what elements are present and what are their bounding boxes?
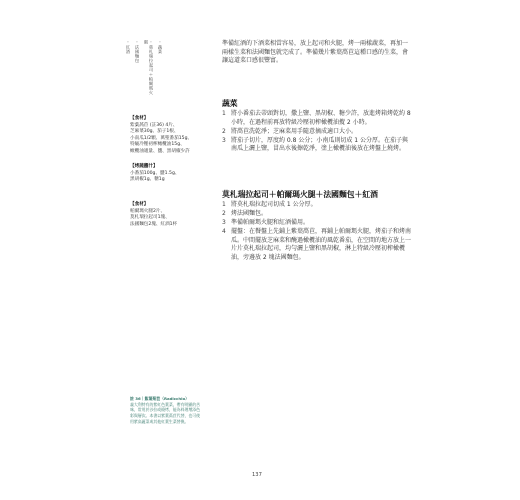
step-number: 3 bbox=[222, 136, 226, 144]
step-text: 將茄子切片，厚度約 0.8 公分；小南瓜則切成 1 公分厚。在茄子與南瓜上灑上鹽，冒出水後擦乾淨，塗上橄欖油後放在烤盤上燒烤。 bbox=[231, 136, 408, 153]
step bbox=[222, 128, 412, 137]
ingredient-line: 橄欖油適量、鹽、黑胡椒少許 bbox=[130, 148, 190, 154]
serving-list bbox=[126, 40, 163, 96]
step bbox=[222, 201, 412, 210]
serving-item: ・蔬菜 bbox=[158, 40, 163, 54]
step bbox=[222, 210, 412, 219]
step bbox=[222, 228, 412, 262]
steps-vegetables bbox=[222, 110, 412, 154]
footnote-title: 註 36｜紫葉菊苣（Radicchio） bbox=[130, 396, 190, 401]
ingredients-block-sauce bbox=[130, 164, 179, 184]
section-title-vegetables: 蔬菜 bbox=[222, 99, 238, 108]
ingredient-line: 小南瓜1/2顆、萬聖番茄15g、 bbox=[130, 135, 193, 141]
step bbox=[222, 137, 412, 154]
serving-item: ・莫札瑞拉起司＋帕爾瑪火腿 bbox=[144, 40, 154, 96]
ingredient-line: 黑胡椒1g、糖1g bbox=[130, 177, 165, 183]
ingredient-line: 莫札瑞拉起司1塊、 bbox=[130, 215, 170, 221]
page-number: 137 bbox=[252, 472, 262, 478]
step-text: 準備帕爾瑪火腿和紅酒備用。 bbox=[231, 219, 310, 227]
section-title-platter: 莫札瑞拉起司＋帕爾瑪火腿＋法國麵包＋紅酒 bbox=[222, 190, 378, 199]
footnote-body: 義大利特有的紫紅色葉菜，帶有明顯的苦味，常用於沙拉或燒烤，能為料理增添色彩與層次。本書以紫葉萵苣代替，也可使用紫高麗菜或其他紅葉生菜替換。 bbox=[130, 401, 201, 424]
serving-item: ・紅酒 bbox=[126, 40, 131, 54]
ingredients-block-vegetables bbox=[130, 116, 192, 156]
ingredient-line: 紫葉萵苣 (註36) 4片、 bbox=[130, 122, 178, 128]
ingredients-block-platter bbox=[130, 202, 177, 228]
step-text: 將小番茄去蒂頭對切，撒上鹽、黑胡椒、糖少許，放進烤箱烤乾約 8 小時，在過程前再放特級冷壓初榨橄欖油攪 2 小時。 bbox=[231, 110, 411, 126]
step-number: 4 bbox=[222, 228, 226, 236]
step bbox=[222, 110, 412, 127]
ingredients-heading: 【食材】 bbox=[130, 116, 149, 121]
ingredient-line: 法國麵包2塊、紅酒1杯 bbox=[130, 221, 178, 227]
step bbox=[222, 219, 412, 228]
step-number: 3 bbox=[222, 219, 226, 227]
ingredient-line: 小番茄100g、鹽1.5g、 bbox=[130, 170, 180, 176]
ingredients-heading: 【食材】 bbox=[130, 202, 149, 207]
ingredient-line: 芝麻菜30g、茄子1根、 bbox=[130, 129, 179, 135]
ingredient-line: 帕爾瑪火腿2片、 bbox=[130, 208, 166, 214]
ingredient-line: 特級冷壓初榨橄欖油15g、 bbox=[130, 142, 185, 148]
step-number: 1 bbox=[222, 201, 226, 208]
step-text: 擺盤：在餐盤上先鋪上紫葉萵苣，再鋪上帕爾瑪火腿，烤茄子和烤南瓜。中間擺放芝麻菜和醃過橄欖油的風乾番茄，在空間的地方放上一片片莫札瑞拉起司，均勻灑上鹽和黑胡椒，淋上特級冷壓初榨橄欖油，旁邊放 2 塊法國麵包。 bbox=[231, 228, 412, 262]
step-number: 2 bbox=[222, 127, 226, 135]
footnote bbox=[130, 396, 202, 425]
step-number: 1 bbox=[222, 110, 226, 117]
steps-platter bbox=[222, 201, 412, 263]
step-text: 將萵苣洗乾淨；芝麻菜用手隨意摘成適口大小。 bbox=[231, 127, 358, 135]
step-text: 烤法國麵包。 bbox=[231, 210, 268, 218]
ingredients-heading: 【烤蔬醬汁】 bbox=[130, 164, 158, 169]
step-text: 將莫札瑞拉起司切成 1 公分厚。 bbox=[231, 201, 317, 208]
serving-item: ・法國麵包 bbox=[135, 40, 140, 63]
intro-paragraph: 準備紅酒的下酒菜相當容易，放上起司和火腿，烤一兩樣蔬菜，再加一兩樣生菜和法國麵包就完成了。準備幾片紫葉萵苣這種口感的生菜，會讓這道菜口感很豐富。 bbox=[222, 40, 409, 65]
step-number: 2 bbox=[222, 210, 226, 218]
